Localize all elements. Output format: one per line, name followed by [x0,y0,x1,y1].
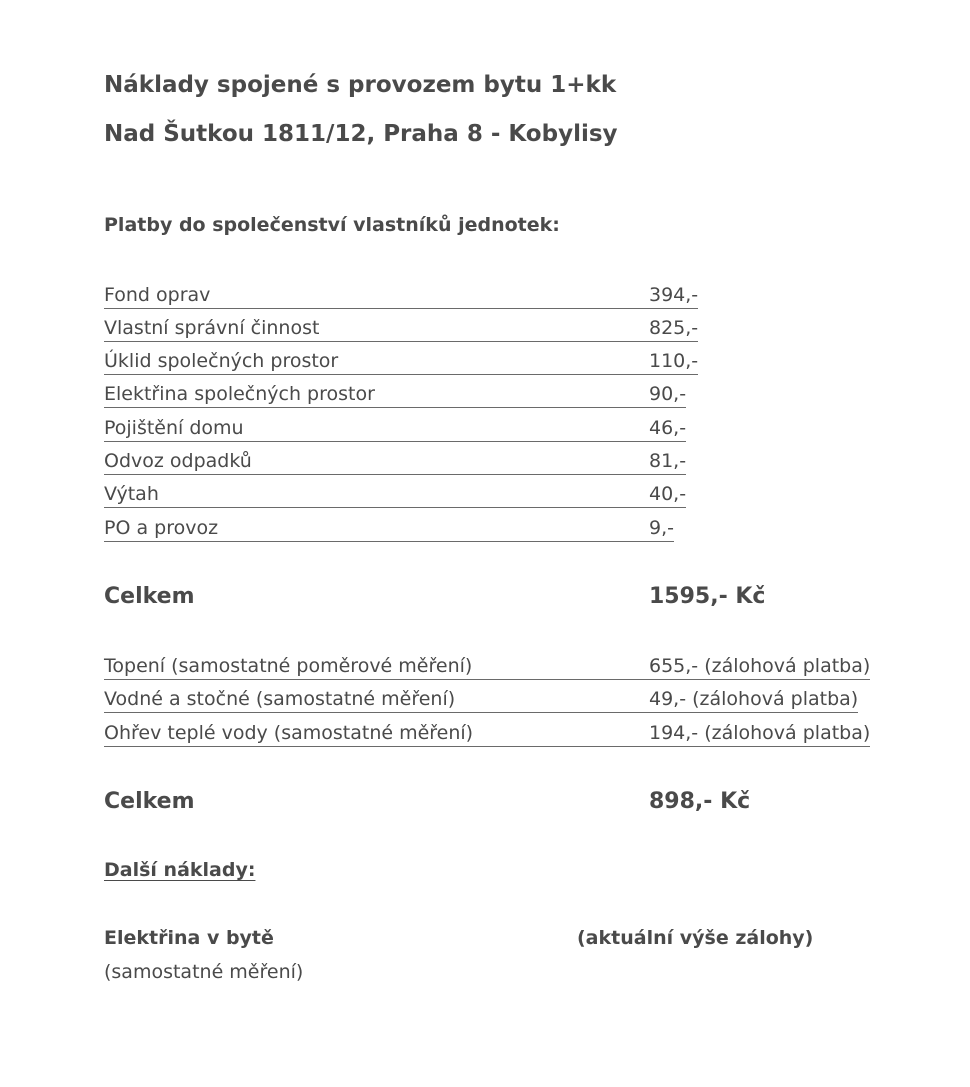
svj-item-value: 825,- [649,317,699,339]
metered-item-label: Vodné a stočné (samostatné měření) [104,688,456,710]
electricity-label: Elektřina v bytě [104,927,274,949]
row-underline [104,541,674,542]
svj-payments-heading: Platby do společenství vlastníků jednotek: [104,214,560,236]
row-underline [104,474,686,475]
metered-item-value: 194,- (zálohová platba) [649,722,871,744]
other-costs-heading: Další náklady: [104,859,256,881]
row-underline [104,712,858,713]
svj-item-label: Pojištění domu [104,417,244,439]
metered-item-value: 49,- (zálohová platba) [649,688,859,710]
svj-total-value: 1595,- Kč [649,584,766,609]
svj-total-row [104,584,904,614]
svj-item-value: 40,- [649,483,687,505]
metered-total-row [104,789,904,819]
row-underline [104,308,698,309]
svj-item-value: 46,- [649,417,687,439]
svj-item-value: 9,- [649,517,674,539]
document-title: Náklady spojené s provozem bytu 1+kk [104,72,617,98]
svj-item-value: 81,- [649,450,687,472]
svj-item-value: 110,- [649,350,699,372]
svj-item-label: Odvoz odpadků [104,450,252,472]
svj-item-label: PO a provoz [104,517,219,539]
property-address: Nad Šutkou 1811/12, Praha 8 - Kobylisy [104,121,618,147]
svj-item-value: 394,- [649,284,699,306]
row-underline [104,746,870,747]
svj-item-label: Elektřina společných prostor [104,383,375,405]
svj-total-label: Celkem [104,584,195,609]
metered-item-label: Ohřev teplé vody (samostatné měření) [104,722,474,744]
row-underline [104,341,698,342]
svj-item-label: Vlastní správní činnost [104,317,320,339]
row-underline [104,374,698,375]
svj-item-value: 90,- [649,383,687,405]
row-underline [104,679,870,680]
svj-item-label: Fond oprav [104,284,211,306]
electricity-deposit-note: (aktuální výše zálohy) [577,927,814,949]
row-underline [104,441,686,442]
svj-item-label: Úklid společných prostor [104,350,339,372]
svj-item-label: Výtah [104,483,159,505]
metered-item-value: 655,- (zálohová platba) [649,655,871,677]
metered-item-label: Topení (samostatné poměrové měření) [104,655,473,677]
row-underline [104,507,686,508]
row-underline [104,407,686,408]
electricity-metering-note: (samostatné měření) [104,961,304,983]
metered-total-value: 898,- Kč [649,789,751,814]
metered-total-label: Celkem [104,789,195,814]
